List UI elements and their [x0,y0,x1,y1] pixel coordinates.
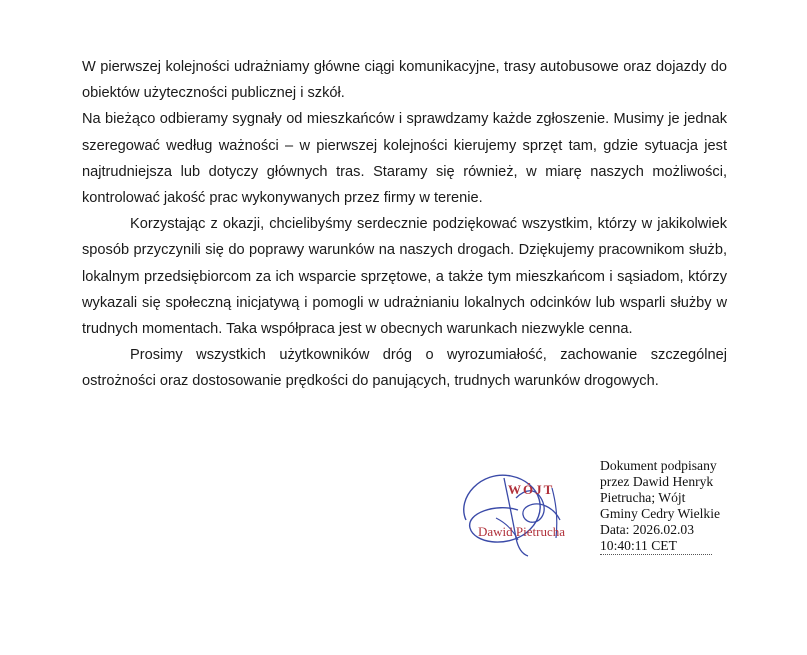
signature-block [456,458,756,578]
paragraph-request: Prosimy wszystkich użytkowników dróg o wyrozumiałość, zachowanie szczególnej ostrożności oraz dostosowanie prędkości do panujących, trudnych warunków drogowych. [82,347,727,390]
paragraph-priority-routes: W pierwszej kolejności udrażniamy główne ciągi komunikacyjne, trasy autobusowe oraz dojazdy do obiektów użyteczności publicznej i szkół. [82,59,727,102]
stamp-name: Dawid Pietrucha [478,524,566,539]
document-body [82,54,727,395]
paragraph-resident-reports: Na bieżąco odbieramy sygnały od mieszkańców i sprawdzamy każde zgłoszenie. Musimy je jednak szeregować według ważności – w pierwszej kolejności kierujemy sprzęt tam, gdzie sytuacja jest najtrudniejsza lub dotyczy głównych tras. Staramy się również, w miarę naszych możliwości, kontrolować jakość prac wykonywanych przez firmy w terenie. [82,111,727,207]
signature-info-line: przez Dawid Henryk [600,474,714,489]
signature-date-line: 10:40:11 CET [600,538,712,555]
paragraph-thanks: Korzystając z okazji, chcielibyśmy serdecznie podziękować wszystkim, którzy w jakikolwiek sposób przyczynili się do poprawy warunków na naszych drogach. Dziękujemy pracownikom służb, lokalnym przedsiębiorcom za ich wsparcie sprzętowe, a także tym mieszkańcom i sąsiadom, którzy wykazali się społeczną inicjatywą i pomogli w udrażnianiu lokalnych odcinków lub wsparli służby w trudnych momentach. Taka współpraca jest w obecnych warunkach niezwykle cenna. [82,216,727,338]
signature-info-line: Gminy Cedry Wielkie [600,506,721,521]
stamp-title: WÓJT [508,482,555,497]
signature-info-line: Dokument podpisany [600,458,717,473]
signature-info-line: Data: 2026.02.03 [600,522,695,537]
signature-info-line: Pietrucha; Wójt [600,490,686,505]
handwritten-signature [456,458,606,568]
digital-signature-info [600,458,720,555]
